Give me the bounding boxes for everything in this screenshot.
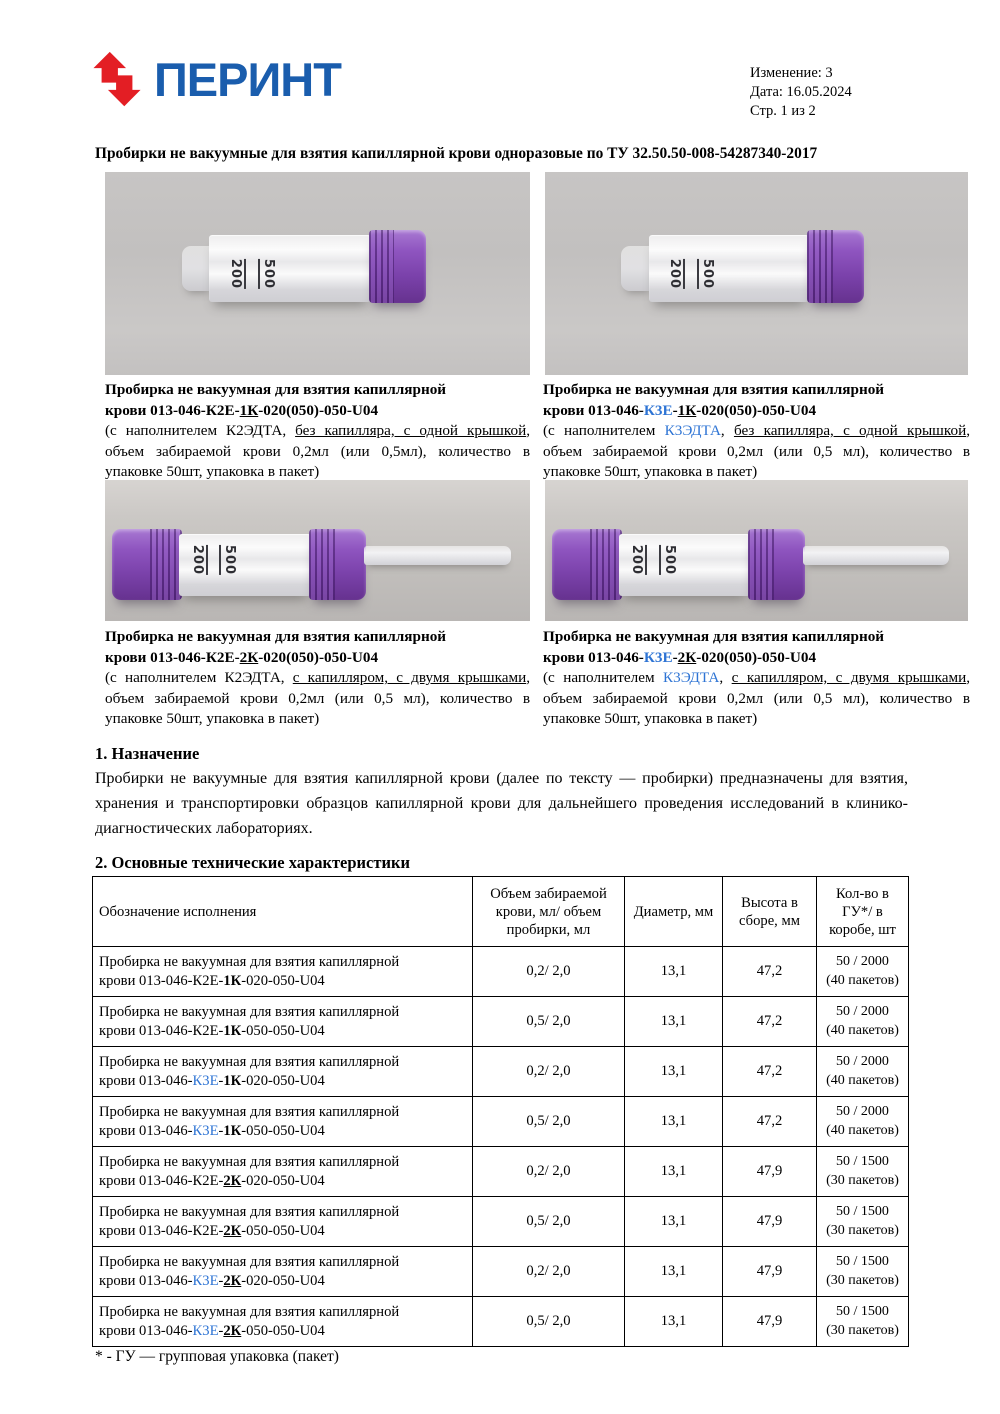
cell-height: 47,2 [723,947,817,997]
cell-height: 47,2 [723,1097,817,1147]
cell-volume: 0,2/ 2,0 [473,1047,625,1097]
scale-mark-500: 500 [219,545,237,575]
product-photo-1 [105,172,530,375]
qty-per-pack: 50 / 1500 [836,1304,889,1319]
cell-diameter: 13,1 [625,1297,723,1347]
cell-diameter: 13,1 [625,1197,723,1247]
cell-volume: 0,5/ 2,0 [473,1097,625,1147]
revision-number: Изменение: 3 [750,65,833,81]
spec-table [92,876,909,1347]
cell-height: 47,9 [723,1247,817,1297]
qty-packs: (30 пакетов) [826,1172,899,1188]
product-title: Пробирка не вакуумная для взятия капиллярной крови 013-046-К3Е-2К-020(050)-050-U04 [543,628,885,666]
tube-cap-left [552,529,622,600]
logo-text: ПЕРИНТ [154,52,341,106]
cell-height: 47,2 [723,997,817,1047]
header-height: Высота в сборе, мм [723,877,817,947]
cell-quantity [817,947,909,997]
qty-packs: (30 пакетов) [826,1272,899,1288]
product-caption-4 [543,627,970,730]
qty-per-pack: 50 / 1500 [836,1204,889,1219]
qty-packs: (30 пакетов) [826,1322,899,1338]
product-description: (с наполнителем К2ЭДТА, с капилляром, с двумя крышками, объем забираемой крови 0,2мл (или 0,5 мл), количество в упаковке 50шт, упаковка в пакет) [105,669,530,728]
table-row [93,997,909,1047]
cell-height: 47,9 [723,1147,817,1197]
cell-designation: Пробирка не вакуумная для взятия капиллярной крови 013-046-К2Е-1К-020-050-U04 [93,947,473,997]
tube-cap-middle [309,529,366,600]
tube-capillary [364,546,511,564]
cell-designation: Пробирка не вакуумная для взятия капиллярной крови 013-046-К3Е-2К-050-050-U04 [93,1297,473,1347]
cell-quantity [817,1247,909,1297]
cap-ridges [369,230,395,303]
cell-quantity [817,1147,909,1197]
cap-ridges [309,529,335,600]
qty-packs: (40 пакетов) [826,1122,899,1138]
scale-mark-200: 200 [228,258,246,288]
cap-ridges [150,529,182,600]
cell-height: 47,2 [723,1047,817,1097]
product-description: (с наполнителем К2ЭДТА, без капилляра, с одной крышкой, объем забираемой крови 0,2мл (или 0,5мл), количество в упаковке 50шт, упаковка в пакет) [105,422,530,481]
qty-per-pack: 50 / 1500 [836,1254,889,1269]
table-row [93,1197,909,1247]
cell-volume: 0,2/ 2,0 [473,1247,625,1297]
cell-diameter: 13,1 [625,997,723,1047]
table-footnote: * - ГУ — групповая упаковка (пакет) [95,1348,339,1365]
qty-packs: (40 пакетов) [826,1072,899,1088]
cap-ridges [590,529,621,600]
tube-cap [807,230,864,303]
cell-designation: Пробирка не вакуумная для взятия капиллярной крови 013-046-К3Е-1К-050-050-U04 [93,1097,473,1147]
cap-ridges [807,230,833,303]
header-volume: Объем забираемой крови, мл/ объем пробирки, мл [473,877,625,947]
cell-height: 47,9 [723,1197,817,1247]
product-title: Пробирка не вакуумная для взятия капиллярной крови 013-046-К2Е-1К-020(050)-050-U04 [105,381,447,419]
section-1-heading: 1. Назначение [95,744,200,763]
product-photo-3 [105,480,530,621]
product-photo-2 [545,172,968,375]
cell-quantity [817,1097,909,1147]
tube-cap-middle [748,529,805,600]
product-caption-1 [105,380,530,483]
scale-mark-500: 500 [659,545,677,575]
cell-designation: Пробирка не вакуумная для взятия капиллярной крови 013-046-К2Е-2К-020-050-U04 [93,1147,473,1197]
product-description: (с наполнителем К3ЭДТА, с капилляром, с двумя крышками, объем забираемой крови 0,2мл (или 0,5 мл), количество в упаковке 50шт, упаковка в пакет) [543,669,971,728]
tube-cap-left [112,529,182,600]
revision-block [750,64,852,121]
cell-designation: Пробирка не вакуумная для взятия капиллярной крови 013-046-К3Е-1К-020-050-U04 [93,1047,473,1097]
cell-designation: Пробирка не вакуумная для взятия капиллярной крови 013-046-К2Е-2К-050-050-U04 [93,1197,473,1247]
product-title: Пробирка не вакуумная для взятия капиллярной крови 013-046-К3Е-1К-020(050)-050-U04 [543,381,885,419]
cell-quantity [817,997,909,1047]
tube-cap [369,230,426,303]
qty-packs: (40 пакетов) [826,972,899,988]
table-header-row [93,877,909,947]
qty-per-pack: 50 / 2000 [836,1104,889,1119]
scale-mark-200: 200 [629,545,647,575]
cell-designation: Пробирка не вакуумная для взятия капиллярной крови 013-046-К3Е-2К-020-050-U04 [93,1247,473,1297]
scale-mark-500: 500 [697,258,715,288]
product-caption-2 [543,380,970,483]
cell-quantity [817,1297,909,1347]
cell-volume: 0,5/ 2,0 [473,997,625,1047]
cell-diameter: 13,1 [625,1097,723,1147]
cell-designation: Пробирка не вакуумная для взятия капиллярной крови 013-046-К2Е-1К-050-050-U04 [93,997,473,1047]
cell-diameter: 13,1 [625,1047,723,1097]
revision-date: Дата: 16.05.2024 [750,84,852,100]
header-quantity: Кол-во в ГУ*/ в коробе, шт [817,877,909,947]
cell-volume: 0,2/ 2,0 [473,947,625,997]
qty-per-pack: 50 / 2000 [836,1054,889,1069]
product-title: Пробирка не вакуумная для взятия капиллярной крови 013-046-К2Е-2К-020(050)-050-U04 [105,628,447,666]
cell-diameter: 13,1 [625,1147,723,1197]
qty-per-pack: 50 / 2000 [836,1004,889,1019]
scale-mark-200: 200 [190,545,208,575]
section-1-text: Пробирки не вакуумные для взятия капиллярной крови (далее по тексту — пробирки) предназначены для взятия, хранения и транспортировки образцов капиллярной крови для дальнейшего проведения исследований в клинико-диагностических лабораториях. [95,770,908,837]
scale-mark-500: 500 [258,258,276,288]
cell-volume: 0,5/ 2,0 [473,1197,625,1247]
cell-height: 47,9 [723,1297,817,1347]
scale-mark-200: 200 [667,258,685,288]
cap-ridges [748,529,774,600]
document-title: Пробирки не вакуумные для взятия капиллярной крови одноразовые по ТУ 32.50.50-008-54287340-2017 [95,145,818,162]
qty-per-pack: 50 / 1500 [836,1154,889,1169]
section-2-heading: 2. Основные технические характеристики [95,853,411,872]
logo-arrows-icon [88,50,146,108]
cell-diameter: 13,1 [625,1247,723,1297]
cell-quantity [817,1047,909,1097]
cell-diameter: 13,1 [625,947,723,997]
table-row [93,1297,909,1347]
table-row [93,1097,909,1147]
header-designation: Обозначение исполнения [93,877,473,947]
company-logo [88,50,341,108]
product-caption-3 [105,627,530,730]
product-description: (с наполнителем К3ЭДТА, без капилляра, с одной крышкой, объем забираемой крови 0,2мл (или 0,5 мл), количество в упаковке 50шт, упаковка в пакет) [543,422,970,481]
table-row [93,1047,909,1097]
qty-per-pack: 50 / 2000 [836,954,889,969]
tube-capillary [803,546,949,564]
table-row [93,1147,909,1197]
table-row [93,1247,909,1297]
cell-quantity [817,1197,909,1247]
header-diameter: Диаметр, мм [625,877,723,947]
cell-volume: 0,5/ 2,0 [473,1297,625,1347]
qty-packs: (40 пакетов) [826,1022,899,1038]
qty-packs: (30 пакетов) [826,1222,899,1238]
table-row [93,947,909,997]
cell-volume: 0,2/ 2,0 [473,1147,625,1197]
product-photo-4 [545,480,968,621]
page-number: Стр. 1 из 2 [750,103,816,119]
